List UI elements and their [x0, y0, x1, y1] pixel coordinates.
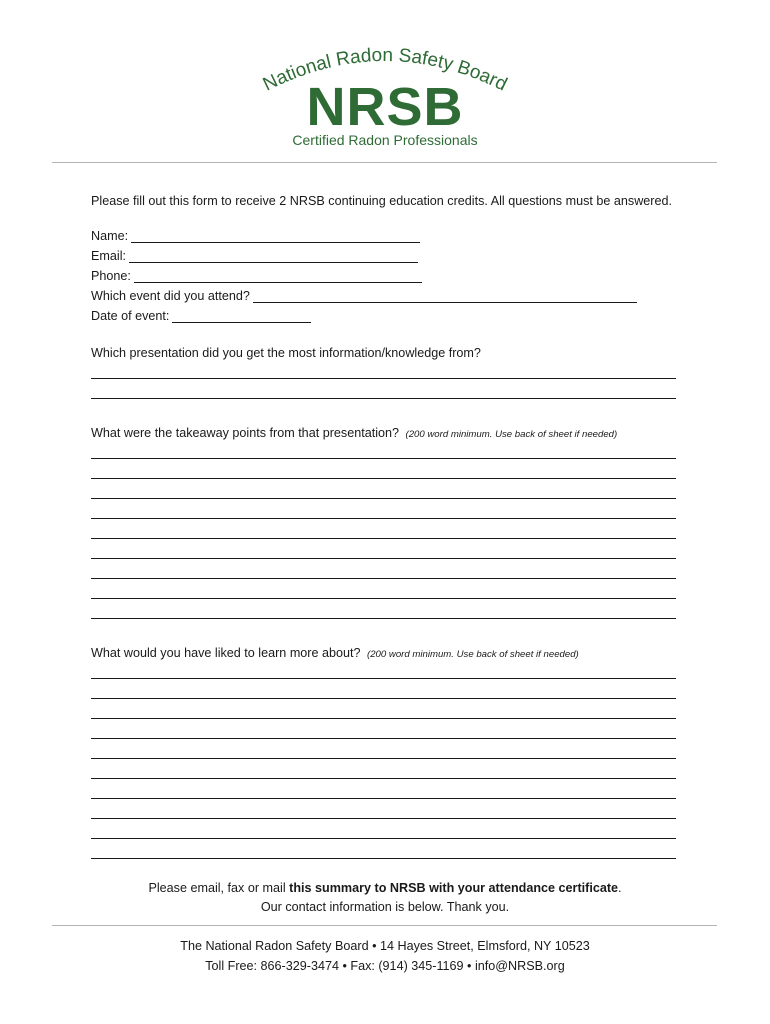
question-text: What were the takeaway points from that presentation? [91, 426, 400, 440]
answer-line[interactable] [91, 458, 676, 459]
question-learn-more [91, 646, 579, 660]
answer-line[interactable] [91, 758, 676, 759]
question-note: (200 word minimum. Use back of sheet if needed) [405, 429, 618, 440]
closing-bold-text: this summary to NRSB with your attendance certificate [289, 881, 619, 895]
question-takeaways [91, 426, 617, 440]
question-text: Which presentation did you get the most information/knowledge from? [91, 346, 481, 360]
answer-line[interactable] [91, 558, 676, 559]
header-divider [52, 162, 717, 163]
answer-line[interactable] [91, 798, 676, 799]
logo-tagline: Certified Radon Professionals [292, 132, 478, 148]
answer-line[interactable] [91, 618, 676, 619]
logo-arc-text: National Radon Safety Board [259, 44, 511, 96]
answer-line[interactable] [91, 518, 676, 519]
event-blank[interactable] [253, 290, 637, 303]
name-field[interactable] [91, 229, 420, 243]
date-label: Date of event: [91, 309, 170, 323]
answer-line[interactable] [91, 838, 676, 839]
date-blank[interactable] [172, 310, 311, 323]
answer-line[interactable] [91, 818, 676, 819]
email-label: Email: [91, 249, 126, 263]
question-presentation [91, 346, 481, 360]
form-instructions: Please fill out this form to receive 2 NRSB continuing education credits. All questions must be answered. [91, 194, 673, 208]
answer-line[interactable] [91, 498, 676, 499]
answer-line[interactable] [91, 738, 676, 739]
event-label: Which event did you attend? [91, 289, 250, 303]
answer-line[interactable] [91, 698, 676, 699]
closing-text: Please email, fax or mail [148, 881, 290, 895]
footer-divider [52, 925, 717, 926]
question-text: What would you have liked to learn more about? [91, 646, 361, 660]
answer-line[interactable] [91, 598, 676, 599]
phone-blank[interactable] [134, 270, 422, 283]
event-field[interactable] [91, 289, 637, 303]
closing-instructions [0, 881, 770, 895]
email-field[interactable] [91, 249, 418, 263]
answer-line[interactable] [91, 578, 676, 579]
question-note: (200 word minimum. Use back of sheet if needed) [367, 649, 579, 660]
answer-line[interactable] [91, 718, 676, 719]
logo-acronym: NRSB [306, 77, 464, 137]
answer-line[interactable] [91, 858, 676, 859]
footer-contact: Toll Free: 866-329-3474 • Fax: (914) 345-1169 • info@NRSB.org [205, 959, 565, 973]
date-field[interactable] [91, 309, 311, 323]
nrsb-logo [0, 40, 770, 160]
phone-field[interactable] [91, 269, 422, 283]
closing-thanks: Our contact information is below. Thank you. [260, 900, 510, 914]
answer-line[interactable] [91, 398, 676, 399]
answer-line[interactable] [91, 678, 676, 679]
closing-period: . [618, 881, 622, 895]
answer-line[interactable] [91, 538, 676, 539]
answer-line[interactable] [91, 778, 676, 779]
footer-address: The National Radon Safety Board • 14 Hayes Street, Elmsford, NY 10523 [180, 939, 590, 953]
name-label: Name: [91, 229, 129, 243]
answer-line[interactable] [91, 478, 676, 479]
email-blank[interactable] [129, 250, 418, 263]
phone-label: Phone: [91, 269, 131, 283]
name-blank[interactable] [131, 230, 420, 243]
answer-line[interactable] [91, 378, 676, 379]
